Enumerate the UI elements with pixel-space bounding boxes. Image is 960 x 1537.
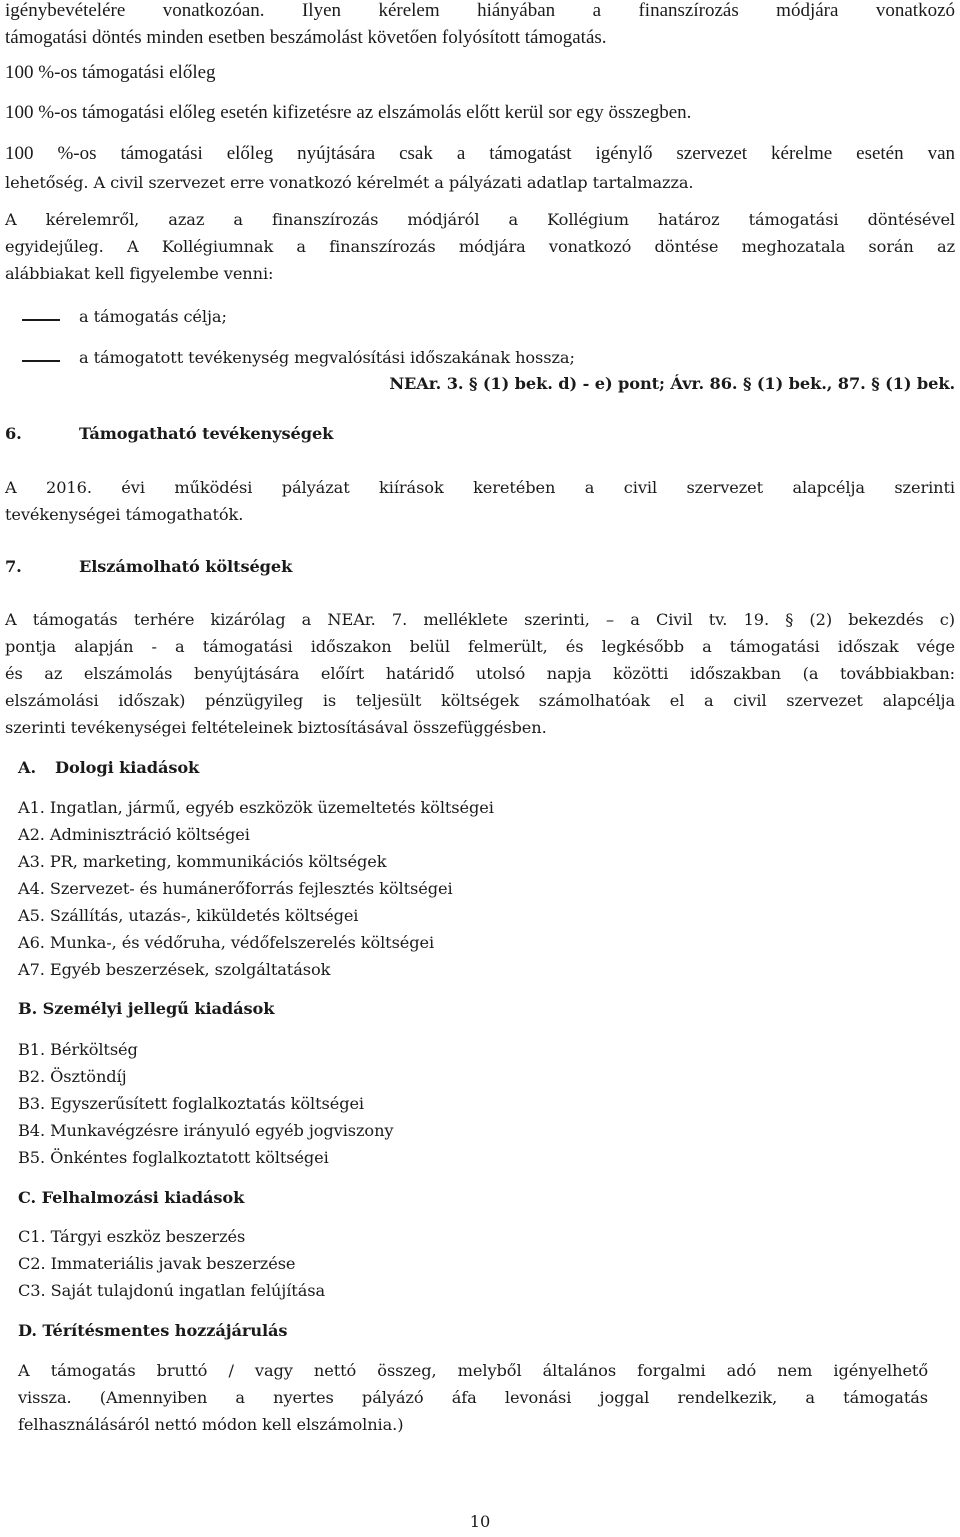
list-item: A5. Szállítás, utazás-, kiküldetés költségei <box>18 906 359 925</box>
category-b-heading: B. Személyi jellegű kiadások <box>18 999 275 1018</box>
page-number: 10 <box>469 1512 491 1531</box>
subheading-advance: 100 %-os támogatási előleg <box>5 62 216 83</box>
body-line: igénybevételére vonatkozóan. Ilyen kérelem hiányában a finanszírozás módjára vonatkozó <box>5 0 955 21</box>
body-line: 100 %-os támogatási előleg nyújtására csak a támogatást igénylő szervezet kérelme esetén van <box>5 143 955 164</box>
body-line: vissza. (Amennyiben a nyertes pályázó áfa levonási joggal rendelkezik, a támogatás <box>18 1388 928 1407</box>
body-line: szerinti tevékenységei feltételeinek biztosításával összefüggésben. <box>5 718 547 737</box>
body-line: 100 %-os támogatási előleg esetén kifizetésre az elszámolás előtt kerül sor egy összegben. <box>5 102 692 123</box>
list-item: C3. Saját tulajdonú ingatlan felújítása <box>18 1281 326 1300</box>
body-line: támogatási döntés minden esetben beszámolást követően folyósított támogatás. <box>5 27 607 48</box>
list-item: B4. Munkavégzésre irányuló egyéb jogviszony <box>18 1121 394 1140</box>
section-heading-7: 7. Elszámolható költségek <box>5 557 293 576</box>
list-item: B5. Önkéntes foglalkoztatott költségei <box>18 1148 329 1167</box>
category-d-heading: D. Térítésmentes hozzájárulás <box>18 1321 288 1340</box>
list-item: A2. Adminisztráció költségei <box>18 825 250 844</box>
body-line: és az elszámolás benyújtására előírt határidő utolsó napja közötti időszakban (a továbbiakban: <box>5 664 955 683</box>
body-line: lehetőség. A civil szervezet erre vonatkozó kérelmét a pályázati adatlap tartalmazza. <box>5 173 694 192</box>
bullet-item: a támogatott tevékenység megvalósítási időszakának hossza; <box>79 348 575 367</box>
body-line: A 2016. évi működési pályázat kiírások keretében a civil szervezet alapcélja szerinti <box>5 478 955 497</box>
body-line: egyidejűleg. A Kollégiumnak a finanszírozás módjára vonatkozó döntése meghozatala során az <box>5 237 955 256</box>
body-line: tevékenységei támogathatók. <box>5 505 244 524</box>
bullet-dash <box>22 360 60 362</box>
body-line: A támogatás bruttó / vagy nettó összeg, melyből általános forgalmi adó nem igényelhető <box>18 1361 928 1380</box>
list-item: B2. Ösztöndíj <box>18 1067 127 1086</box>
list-item: A4. Szervezet- és humánerőforrás fejlesztés költségei <box>18 879 453 898</box>
list-item: B3. Egyszerűsített foglalkoztatás költségei <box>18 1094 365 1113</box>
category-c-heading: C. Felhalmozási kiadások <box>18 1188 245 1207</box>
list-item: B1. Bérköltség <box>18 1040 138 1059</box>
bullet-dash <box>22 319 60 321</box>
list-item: A6. Munka-, és védőruha, védőfelszerelés költségei <box>18 933 435 952</box>
section-heading-6: 6. Támogatható tevékenységek <box>5 424 334 443</box>
body-line: pontja alapján - a támogatási időszakon belül felmerült, és legkésőbb a támogatási időszak vége <box>5 637 955 656</box>
list-item: A1. Ingatlan, jármű, egyéb eszközök üzemeltetés költségei <box>18 798 494 817</box>
body-line: alábbiakat kell figyelembe venni: <box>5 264 274 283</box>
list-item: C1. Tárgyi eszköz beszerzés <box>18 1227 246 1246</box>
legal-reference: NEAr. 3. § (1) bek. d) - e) pont; Ávr. 86. § (1) bek., 87. § (1) bek. <box>389 374 955 393</box>
category-a-heading: A. Dologi kiadások <box>18 758 200 777</box>
body-line: felhasználásáról nettó módon kell elszámolnia.) <box>18 1415 404 1434</box>
list-item: A3. PR, marketing, kommunikációs költségek <box>18 852 387 871</box>
bullet-item: a támogatás célja; <box>79 307 227 326</box>
list-item: A7. Egyéb beszerzések, szolgáltatások <box>18 960 331 979</box>
list-item: C2. Immateriális javak beszerzése <box>18 1254 296 1273</box>
body-line: A kérelemről, azaz a finanszírozás módjáról a Kollégium határoz támogatási döntésével <box>5 210 955 229</box>
body-line: elszámolási időszak) pénzügyileg is teljesült költségek számolhatóak el a civil szervezet alapcélja <box>5 691 955 710</box>
body-line: A támogatás terhére kizárólag a NEAr. 7. melléklete szerinti, – a Civil tv. 19. § (2) bekezdés c) <box>5 610 955 629</box>
